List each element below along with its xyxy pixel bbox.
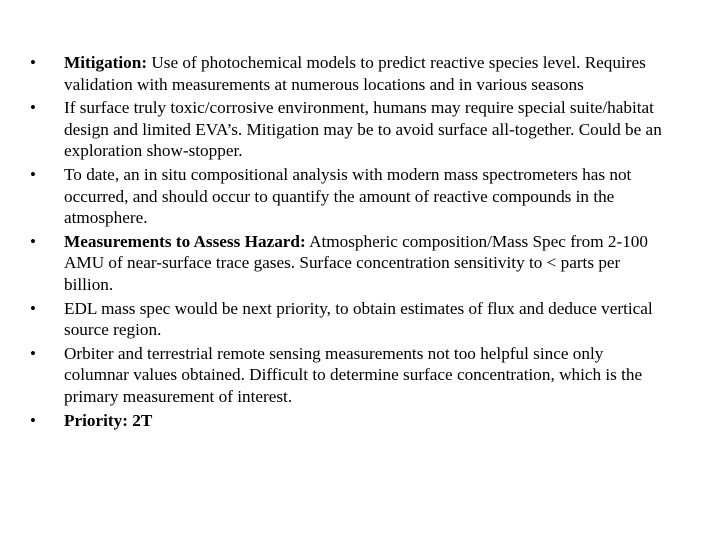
bullet-text: To date, an in situ compositional analysis with modern mass spectrometers has not occurred, and should occur to quantify the amount of reactive compounds in the atmosphere. [64,165,632,228]
bullet-lead: Mitigation: [64,53,148,72]
list-item [30,343,670,408]
bullet-icon: • [30,165,36,185]
list-item [30,231,670,296]
bullet-list [30,52,670,434]
bullet-text: Orbiter and terrestrial remote sensing measurements not too helpful since only columnar values obtained. Difficult to determine surface concentration, which is the primary measurement of interest. [64,343,643,406]
list-item [30,97,670,162]
bullet-icon: • [30,53,36,72]
bullet-lead: Measurements to Assess Hazard: [64,231,306,251]
bullet-icon: • [30,98,36,118]
list-item [30,298,670,341]
list-item [30,52,670,95]
bullet-text: Atmospheric composition/Mass Spec from 2-100 AMU of near-surface trace gases. Surface concentration sensitivity to < parts per billion. [64,231,648,294]
list-item [30,410,670,432]
bullet-icon: • [30,343,36,363]
bullet-icon: • [30,231,36,251]
bullet-text: EDL mass spec would be next priority, to obtain estimates of flux and deduce vertical source region. [64,298,653,340]
bullet-lead: Priority: 2T [64,410,153,430]
bullet-text: If surface truly toxic/corrosive environment, humans may require special suite/habitat design and limited EVA’s. Mitigation may be to avoid surface all-together. Could be an exploration show-stopper. [64,98,662,161]
bullet-text: Use of photochemical models to predict reactive species level. Requires validation with measurements at numerous locations and in various seasons [64,53,646,94]
bullet-icon: • [30,298,36,318]
list-item [30,164,670,229]
bullet-icon: • [30,410,36,430]
